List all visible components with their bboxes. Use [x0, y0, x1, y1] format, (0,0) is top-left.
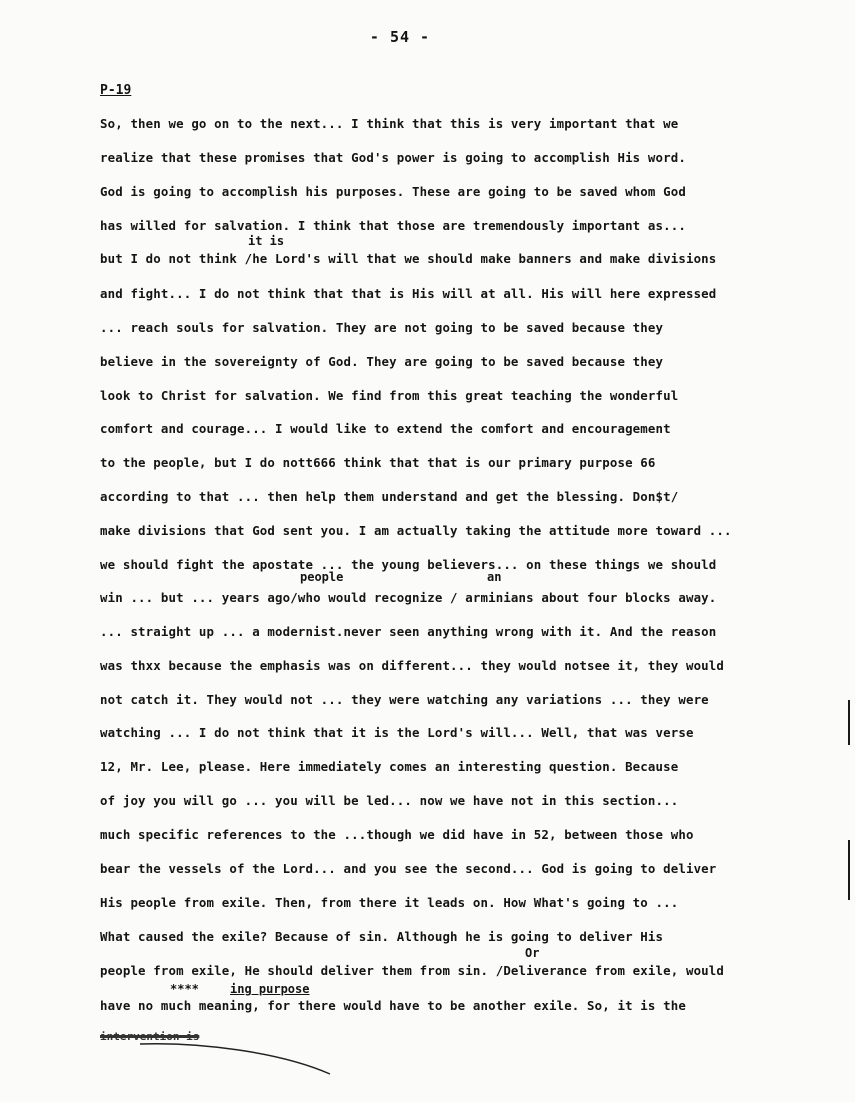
body-line: was thxx because the emphasis was on different... they would notsee it, they would: [100, 658, 725, 673]
body-line: look to Christ for salvation. We find from this great teaching the wonderful: [100, 388, 679, 403]
body-line: of joy you will go ... you will be led... now we have not in this section...: [100, 793, 679, 808]
body-line: comfort and courage... I would like to extend the comfort and encouragement: [100, 421, 671, 436]
interlinear-or: Or: [525, 946, 540, 960]
margin-mark: [848, 840, 850, 900]
body-line: God is going to accomplish his purposes. These are going to be saved whom God: [100, 184, 686, 199]
body-line: not catch it. They would not ... they were watching any variations ... they were: [100, 692, 709, 707]
interlinear-stars: ****: [170, 982, 199, 996]
body-line: have no much meaning, for there would have to be another exile. So, it is the: [100, 998, 686, 1013]
body-line: ... straight up ... a modernist.never seen anything wrong with it. And the reason: [100, 624, 717, 639]
body-line: What caused the exile? Because of sin. Although he is going to deliver His: [100, 929, 664, 944]
body-line: make divisions that God sent you. I am actually taking the attitude more toward ...: [100, 523, 732, 538]
body-line: people from exile, He should deliver them from sin. /Deliverance from exile, would: [100, 963, 725, 978]
footer-scribble: intervention is: [100, 1030, 200, 1043]
body-line: but I do not think /he Lord's will that we should make banners and make divisions: [100, 251, 717, 266]
body-line: win ... but ... years ago/who would recognize / arminians about four blocks away.: [100, 590, 717, 605]
margin-mark: [848, 700, 850, 745]
page-number: - 54 -: [369, 28, 431, 46]
body-line: we should fight the apostate ... the young believers... on these things we should: [100, 557, 717, 572]
body-line: watching ... I do not think that it is the Lord's will... Well, that was verse: [100, 725, 694, 740]
body-line: His people from exile. Then, from there it leads on. How What's going to ...: [100, 895, 679, 910]
body-line: ... reach souls for salvation. They are not going to be saved because they: [100, 320, 664, 335]
body-line: and fight... I do not think that that is His will at all. His will here expressed: [100, 286, 717, 301]
interlinear-people: people: [300, 570, 344, 584]
body-line: to the people, but I do nott666 think that that is our primary purpose 66: [100, 455, 656, 470]
section-label: P-19: [100, 83, 132, 98]
body-line: So, then we go on to the next... I think that this is very important that we: [100, 116, 679, 131]
body-line: according to that ... then help them understand and get the blessing. Don$t/: [100, 489, 679, 504]
body-line: bear the vessels of the Lord... and you see the second... God is going to deliver: [100, 861, 717, 876]
interlinear-it-is: it is: [248, 234, 285, 248]
body-line: 12, Mr. Lee, please. Here immediately comes an interesting question. Because: [100, 759, 679, 774]
body-line: much specific references to the ...though we did have in 52, between those who: [100, 827, 694, 842]
footer-line: [140, 1040, 340, 1080]
body-line: realize that these promises that God's power is going to accomplish His word.: [100, 150, 686, 165]
interlinear-ing-purpose: ing purpose: [230, 982, 310, 996]
body-line: believe in the sovereignty of God. They are going to be saved because they: [100, 354, 664, 369]
interlinear-an: an: [487, 570, 502, 584]
body-line: has willed for salvation. I think that those are tremendously important as...: [100, 218, 686, 233]
